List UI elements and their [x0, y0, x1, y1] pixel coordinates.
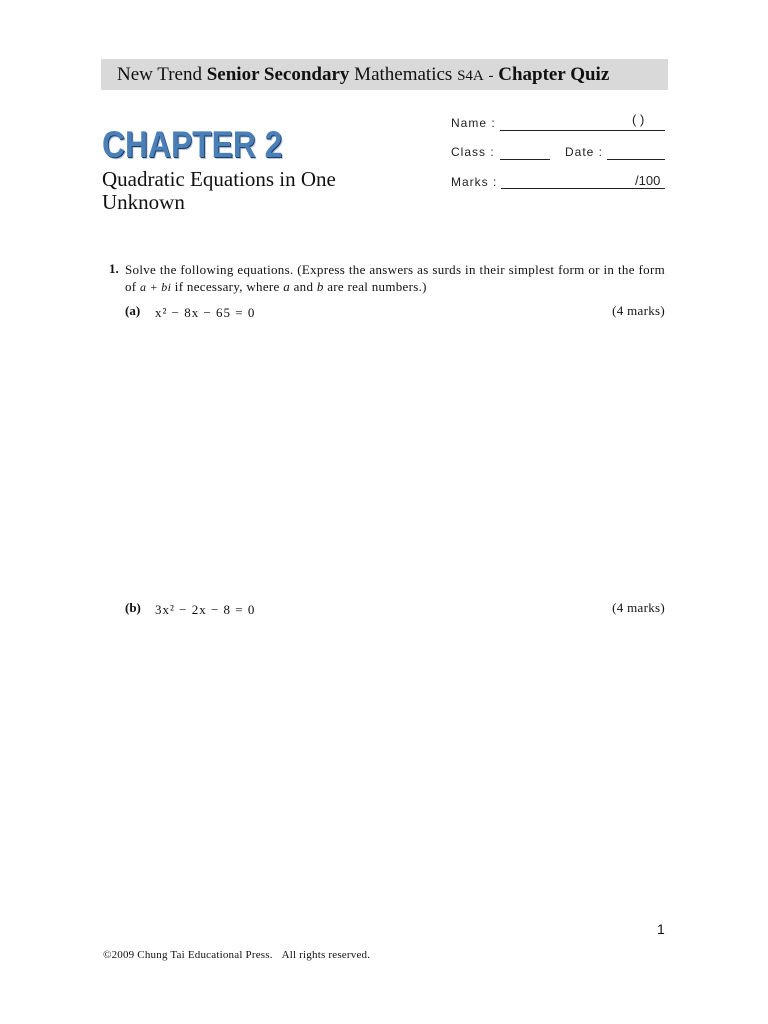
class-label: Class :: [451, 145, 495, 159]
part-a-label: (a): [125, 303, 141, 318]
header-grade: S4A: [457, 68, 484, 84]
chapter-logo: CHAPTER 2: [102, 124, 283, 165]
question-text-part3: are real numbers.): [327, 279, 427, 294]
part-a-marks: (4 marks): [612, 303, 665, 318]
header-subject: Mathematics: [354, 64, 453, 85]
marks-label: Marks :: [451, 175, 498, 189]
part-b-equation: 3x² − 2x − 8 = 0: [155, 602, 256, 617]
variable-a: a: [283, 279, 291, 294]
question-number: 1.: [109, 261, 119, 276]
rights-text: All rights reserved.: [281, 949, 371, 961]
question-text-part1: Solve the following equations. (Express the answers as surds in their simplest form or in the form of: [125, 262, 665, 294]
date-label: Date :: [565, 145, 604, 159]
class-number-bracket: ( ): [632, 112, 645, 127]
class-field-line[interactable]: [500, 159, 550, 160]
part-a-equation: x² − 8x − 65 = 0: [155, 305, 256, 320]
header-separator: -: [488, 68, 494, 84]
part-b-label: (b): [125, 600, 141, 615]
marks-total: /100: [635, 173, 661, 188]
header-bar: [101, 59, 668, 90]
chapter-title: Quadratic Equations in One Unknown: [102, 167, 336, 214]
question-text-and: and: [293, 279, 314, 294]
copyright-text: 2009 Chung Tai Educational Press.: [111, 949, 273, 961]
question-text-part2: if necessary, where: [174, 279, 280, 294]
copyright-footer: [103, 949, 370, 961]
page-number: 1: [657, 921, 665, 937]
part-b-marks: (4 marks): [612, 600, 665, 615]
date-field-line[interactable]: [607, 159, 665, 160]
name-label: Name :: [451, 116, 496, 130]
header-quiz-label: Chapter Quiz: [498, 64, 610, 85]
marks-field-line[interactable]: [501, 188, 665, 189]
question-text: [125, 261, 665, 296]
complex-form-expression: a + bi: [140, 280, 172, 294]
header-series: Senior Secondary: [206, 64, 350, 85]
variable-b: b: [316, 279, 324, 294]
copyright-symbol: ©: [103, 949, 112, 961]
name-field-line[interactable]: [500, 130, 665, 131]
header-prefix: New Trend: [117, 64, 202, 85]
